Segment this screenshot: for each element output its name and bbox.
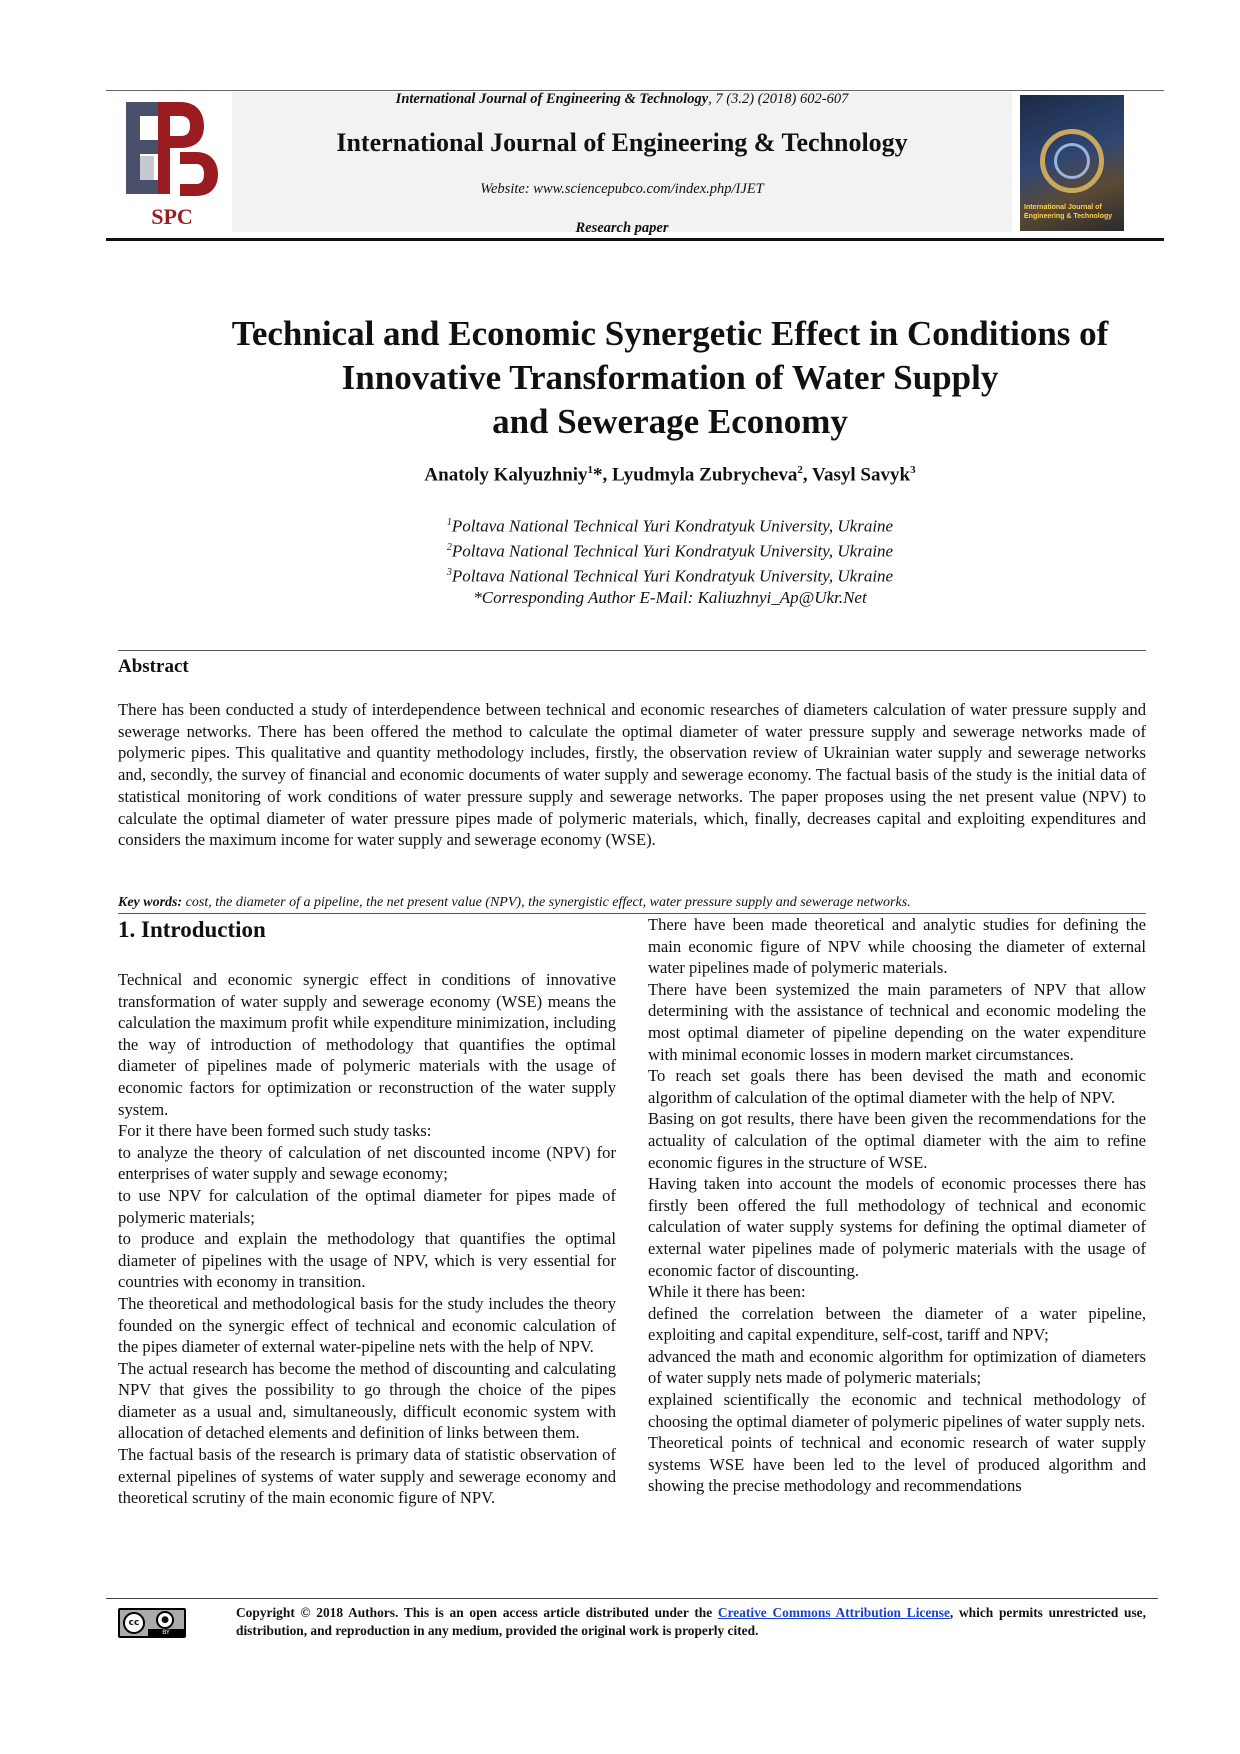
list-item: to analyze the theory of calculation of net discounted income (NPV) for enterprises of water supply and sewage economy; (118, 1142, 616, 1184)
cover-text: International Journal of Engineering & Technology (1024, 204, 1113, 220)
author-list (150, 464, 1190, 486)
cc-by-license-badge[interactable] (118, 1608, 186, 1638)
paragraph: To reach set goals there has been devised the math and economic algorithm of calculation of the optimal diameter with the help of NPV. (648, 1066, 1146, 1107)
title-line: Innovative Transformation of Water Supply (341, 358, 999, 397)
citation-journal: International Journal of Engineering & Technology (395, 91, 709, 107)
title-line: and Sewerage Economy (492, 402, 848, 441)
affil-mark: 2 (446, 542, 452, 554)
left-column (118, 969, 616, 1509)
list-item: defined the correlation between the diameter of a water pipeline, exploiting and capital expenditure, self-cost, tariff and NPV; (648, 1303, 1146, 1345)
affil-text: Poltava National Technical Yuri Kondratyuk University, Ukraine (451, 566, 894, 586)
keywords-text: cost, the diameter of a pipeline, the net present value (NPV), the synergistic effect, water pressure supply and sewerage networks. (182, 895, 911, 910)
section-heading: 1. Introduction (118, 917, 266, 942)
logo-shape-right (180, 152, 218, 196)
journal-cover-thumbnail (1020, 95, 1124, 231)
footer-rule (106, 1598, 1158, 1599)
copyright-notice (236, 1604, 1146, 1639)
logo-shape-left (126, 102, 158, 194)
paragraph: For it there have been formed such study tasks: (118, 1121, 432, 1141)
author-name: Lyudmyla Zubrycheva (612, 464, 798, 486)
cover-inner-ring (1054, 143, 1090, 179)
title-line: Technical and Economic Synergetic Effect in Conditions of (231, 314, 1109, 353)
author-affil-mark: 1 (587, 464, 594, 476)
paragraph: Having taken into account the models of economic processes there has firstly been offered the full methodology of technical and economic calculation of water supply systems for defining the optimal diameter of external water pipelines made of polymeric materials with the usage of economic factor of discounting. (648, 1174, 1146, 1280)
header-band (232, 92, 1012, 232)
logo-shape-center (158, 102, 204, 194)
citation-volume: , 7 (3.2) (2018) 602-607 (708, 91, 849, 107)
copyright-text-end: , which permits unrestricted use, distribution, and reproduction in any medium, provided the original work is properly cited. (236, 1605, 1146, 1638)
journal-title: International Journal of Engineering & Technology (336, 128, 908, 157)
author-affil-mark: 2 (797, 464, 803, 476)
paragraph: Technical and economic synergic effect in conditions of innovative transformation of water supply and sewerage economy (WSE) means the calculation the maximum profit while expenditure minimization, including the way of introduction of methodology that quantifies the optimal diameter of pipelines made of polymeric materials with the usage of economic factors for optimization or reconstruction of the water supply system. (118, 970, 616, 1119)
author-separator: *, (593, 464, 613, 486)
journal-citation (232, 91, 1012, 108)
corresponding-author: *Corresponding Author E-Mail: Kaliuzhnyi_Ap@Ukr.Net (473, 588, 867, 608)
abstract-heading: Abstract (118, 656, 189, 677)
cc-icon: cc (123, 1612, 145, 1634)
affil-text: Poltava National Technical Yuri Kondratyuk University, Ukraine (451, 541, 894, 561)
author-separator: , (802, 464, 813, 486)
affiliations (150, 512, 1190, 609)
spc-logo (118, 96, 226, 232)
paragraph: The factual basis of the research is primary data of statistic observation of external pipelines of systems of water supply and sewerage economy and theoretical scrutiny of the main economic figure of NPV. (118, 1445, 616, 1508)
affiliation (150, 537, 1190, 562)
keywords-label: Key words: (118, 895, 183, 910)
abstract-body: There has been conducted a study of interdependence between technical and economic researches of diameters calculation of water pressure supply and sewerage networks. There has been offered the method to calculate the optimal diameter of water pressure supply and sewerage networks made of polymeric pipes. This qualitative and quantity methodology includes, firstly, the observation review of Ukrainian water supply and sewerage networks and, secondly, the survey of financial and economic documents of water supply and sewerage economy. The factual basis of the study is the initial data of statistical monitoring of work conditions of water pressure supply and sewerage networks. The paper proposes using the net present value (NPV) to calculate the optimal diameter of water pressure pipes made of polymeric materials, which, finally, decreases capital and exploiting expenditures and considers the maximum income for water supply and sewerage economy (WSE). (118, 700, 1146, 850)
author-name: Vasyl Savyk (812, 464, 911, 486)
affiliation (150, 562, 1190, 587)
paper-title (150, 312, 1190, 444)
list-item: to produce and explain the methodology that quantifies the optimal diameter of pipelines with the usage of NPV, which is very essential for countries with economy in transition. (118, 1229, 616, 1292)
paragraph: The actual research has become the method of discounting and calculating NPV that gives the possibility to go through the choice of the pipes diameter as a usual and, simultaneously, difficult economic system with allocation of detached elements and definition of links between them. (118, 1358, 616, 1443)
journal-website[interactable]: Website: www.sciencepubco.com/index.php/IJET (480, 181, 764, 197)
affil-mark: 1 (446, 517, 452, 528)
paragraph: Theoretical points of technical and economic research of water supply systems WSE have been led to the level of produced algorithm and showing the precise methodology and recommendations (648, 1433, 1146, 1496)
attribution-person-icon: ● (156, 1611, 174, 1629)
affil-mark: 3 (446, 567, 452, 579)
list-item: explained scientifically the economic and technical methodology of choosing the optimal diameter of polymeric pipelines of water supply nets. (648, 1390, 1146, 1431)
paragraph: There have been systemized the main parameters of NPV that allow determining with the assistance of technical and economic modeling the most optimal diameter of pipeline depending on the water expenditure with minimal economic losses in modern market circumstances. (648, 979, 1146, 1064)
right-column (648, 914, 1146, 1497)
author-name: Anatoly Kalyuzhniy (424, 464, 588, 486)
list-item: to use NPV for calculation of the optimal diameter for pipes made of polymeric materials; (118, 1185, 616, 1227)
author-affil-mark: 3 (910, 464, 916, 476)
list-item: advanced the math and economic algorithm for optimization of diameters of water supply nets made of polymeric materials; (648, 1346, 1146, 1388)
paragraph: There have been made theoretical and analytic studies for defining the main economic figure of NPV while choosing the diameter of external water pipelines made of polymeric materials. (648, 915, 1146, 978)
paragraph: The theoretical and methodological basis for the study includes the theory founded on the synergic effect of technical and economic calculation of the pipes diameter of external water-pipeline nets with the help of NPV. (118, 1293, 616, 1357)
logo-shape-lower (140, 156, 154, 180)
license-link[interactable]: Creative Commons Attribution License (717, 1605, 950, 1620)
abstract-rule (118, 650, 1146, 651)
affiliation (150, 512, 1190, 537)
paragraph: While it there has been: (648, 1282, 806, 1302)
by-label: BY (148, 1629, 184, 1637)
header-bottom-rule (106, 238, 1164, 241)
keywords (118, 895, 1146, 911)
paragraph: Basing on got results, there have been given the recommendations for the actuality of calculation of the optimal diameter with the aim to refine economic figures in the structure of WSE. (648, 1109, 1146, 1172)
copyright-text: Copyright © 2018 Authors. This is an open access article distributed under the (236, 1605, 718, 1620)
logo-text: SPC (151, 204, 193, 229)
affil-text: Poltava National Technical Yuri Kondratyuk University, Ukraine (451, 516, 894, 536)
paper-type: Research paper (575, 220, 669, 236)
